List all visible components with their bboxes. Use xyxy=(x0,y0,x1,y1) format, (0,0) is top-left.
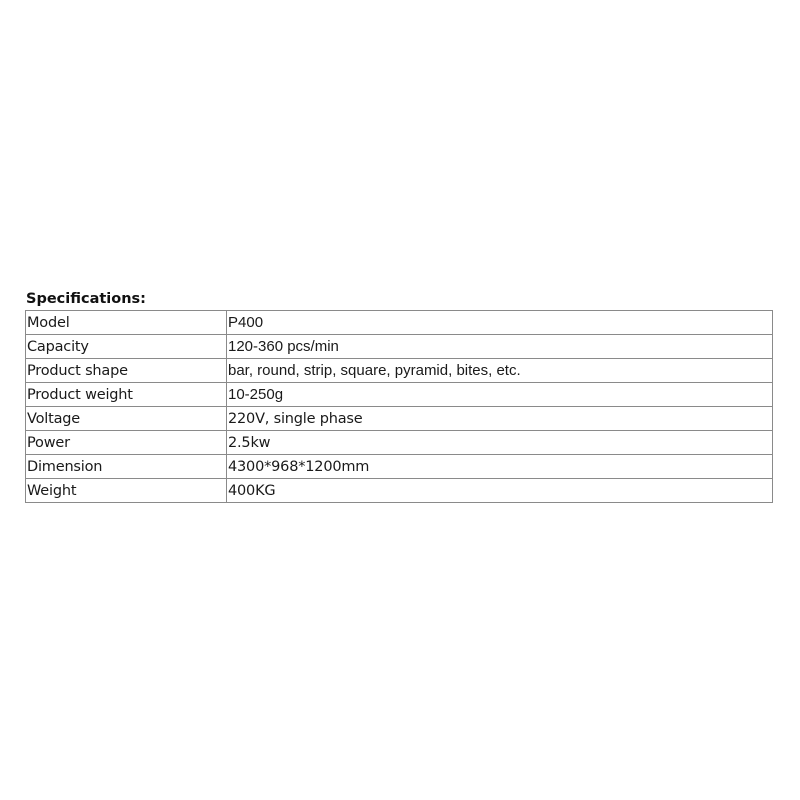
spec-row xyxy=(26,479,773,503)
spec-value-cell: P400 xyxy=(227,311,773,335)
specifications-table xyxy=(25,310,773,503)
spec-value-cell: 120-360 pcs/min xyxy=(227,335,773,359)
spec-label-cell: Voltage xyxy=(26,407,227,431)
spec-value-cell: 400KG xyxy=(227,479,773,503)
spec-label-cell: Product weight xyxy=(26,383,227,407)
spec-label-cell: Weight xyxy=(26,479,227,503)
spec-value-cell: bar, round, strip, square, pyramid, bites, etc. xyxy=(227,359,773,383)
specifications-section xyxy=(25,289,773,503)
spec-label-cell: Model xyxy=(26,311,227,335)
spec-value-cell: 2.5kw xyxy=(227,431,773,455)
spec-label-cell: Power xyxy=(26,431,227,455)
specifications-table-body xyxy=(26,311,773,503)
spec-label-cell: Dimension xyxy=(26,455,227,479)
spec-row xyxy=(26,359,773,383)
spec-row xyxy=(26,431,773,455)
spec-label-cell: Capacity xyxy=(26,335,227,359)
spec-row xyxy=(26,407,773,431)
specifications-heading: Specifications: xyxy=(26,291,146,307)
spec-label-cell: Product shape xyxy=(26,359,227,383)
spec-row xyxy=(26,383,773,407)
spec-row xyxy=(26,455,773,479)
spec-value-cell: 10-250g xyxy=(227,383,773,407)
spec-value-cell: 220V, single phase xyxy=(227,407,773,431)
spec-row xyxy=(26,311,773,335)
spec-value-cell: 4300*968*1200mm xyxy=(227,455,773,479)
spec-row xyxy=(26,335,773,359)
